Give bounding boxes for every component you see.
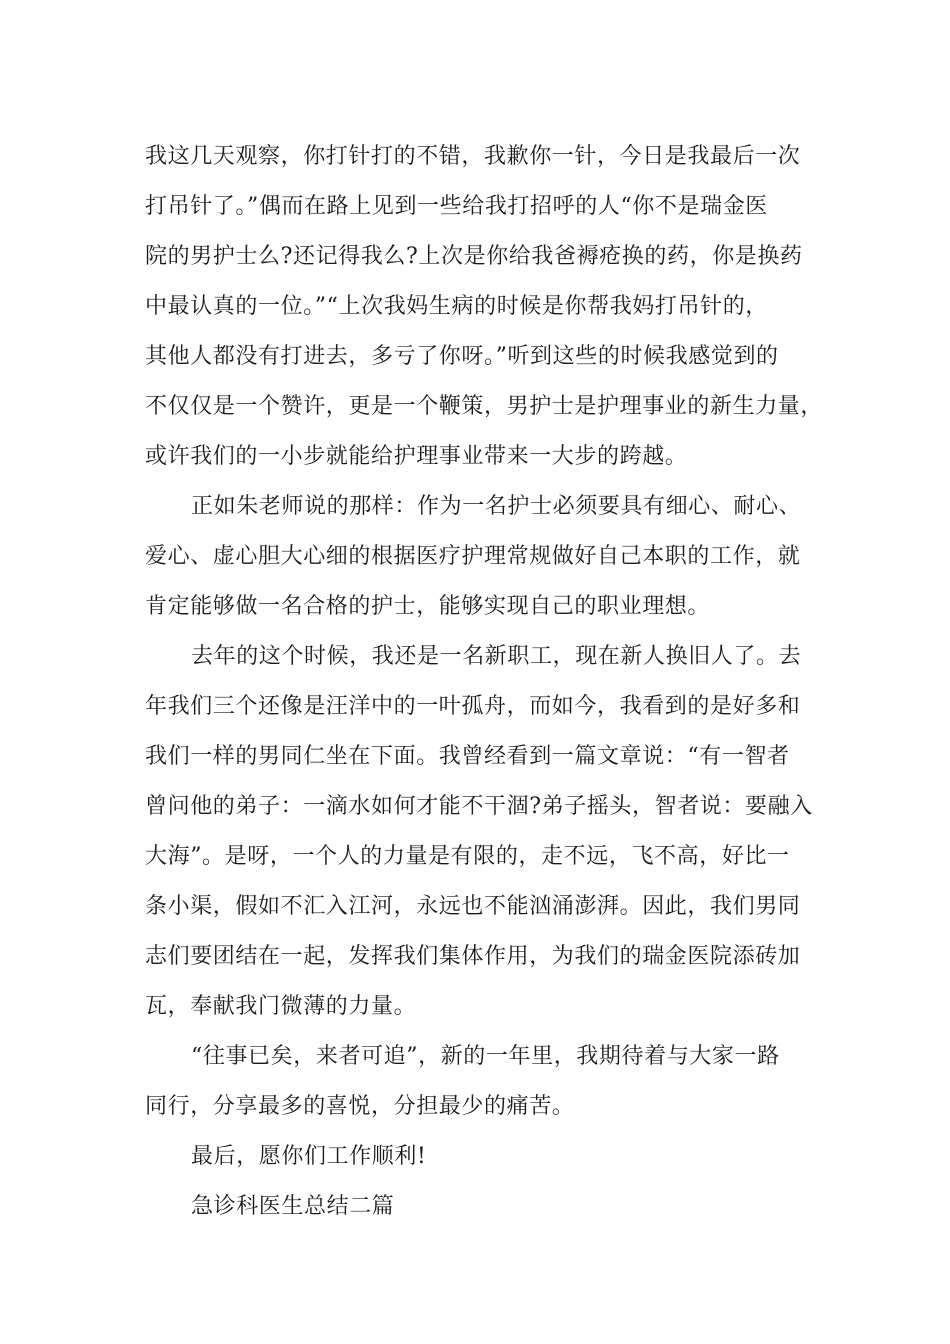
- text-line: 院的男护士么?还记得我么?上次是你给我爸褥疮换的药，你是换药: [145, 244, 803, 269]
- section-heading: [145, 1182, 825, 1232]
- text-line: 打吊针了。”偶而在路上见到一些给我打招呼的人“你不是瑞金医: [145, 194, 768, 219]
- paragraph-1: [145, 132, 825, 482]
- text-line: “往事已矣，来者可追”，新的一年里，我期待着与大家一路: [191, 1044, 780, 1069]
- text-line: 我这几天观察，你打针打的不错，我歉你一针，今日是我最后一次: [145, 144, 801, 169]
- text-line: 我们一样的男同仁坐在下面。我曾经看到一篇文章说：“有一智者: [145, 744, 790, 769]
- text-line: 志们要团结在一起，发挥我们集体作用，为我们的瑞金医院添砖加: [145, 944, 801, 969]
- paragraph-3: [145, 632, 825, 1032]
- text-line: 瓦，奉献我门微薄的力量。: [145, 994, 417, 1019]
- paragraph-4: [145, 1032, 825, 1132]
- text-line: 爱心、虚心胆大心细的根据医疗护理常规做好自己本职的工作，就: [145, 544, 801, 569]
- text-line: 或许我们的一小步就能给护理事业带来一大步的跨越。: [145, 444, 688, 469]
- text-line: 去年的这个时候，我还是一名新职工，现在新人换旧人了。去: [191, 644, 802, 669]
- text-line: 急诊科医生总结二篇: [191, 1194, 395, 1219]
- text-line: 大海”。是呀，一个人的力量是有限的，走不远，飞不高，好比一: [145, 844, 790, 869]
- text-line: 不仅仅是一个赞许，更是一个鞭策，男护士是护理事业的新生力量，: [145, 394, 824, 419]
- text-line: 同行，分享最多的喜悦，分担最少的痛苦。: [145, 1094, 575, 1119]
- document-body: [145, 132, 825, 1232]
- text-line: 中最认真的一位。”“上次我妈生病的时候是你帮我妈打吊针的，: [145, 294, 768, 319]
- text-line: 曾问他的弟子：一滴水如何才能不干涸?弟子摇头，智者说：要融入: [145, 794, 813, 819]
- text-line: 正如朱老师说的那样：作为一名护士必须要具有细心、耐心、: [191, 494, 802, 519]
- text-line: 其他人都没有打进去，多亏了你呀。”听到这些的时候我感觉到的: [145, 344, 779, 369]
- text-line: 肯定能够做一名合格的护士，能够实现自己的职业理想。: [145, 594, 711, 619]
- paragraph-5: [145, 1132, 825, 1182]
- text-line: 年我们三个还像是汪洋中的一叶孤舟，而如今，我看到的是好多和: [145, 694, 801, 719]
- text-line: 条小渠，假如不汇入江河，永远也不能汹涌澎湃。因此，我们男同: [145, 894, 801, 919]
- text-line: 最后，愿你们工作顺利!: [191, 1144, 427, 1169]
- paragraph-2: [145, 482, 825, 632]
